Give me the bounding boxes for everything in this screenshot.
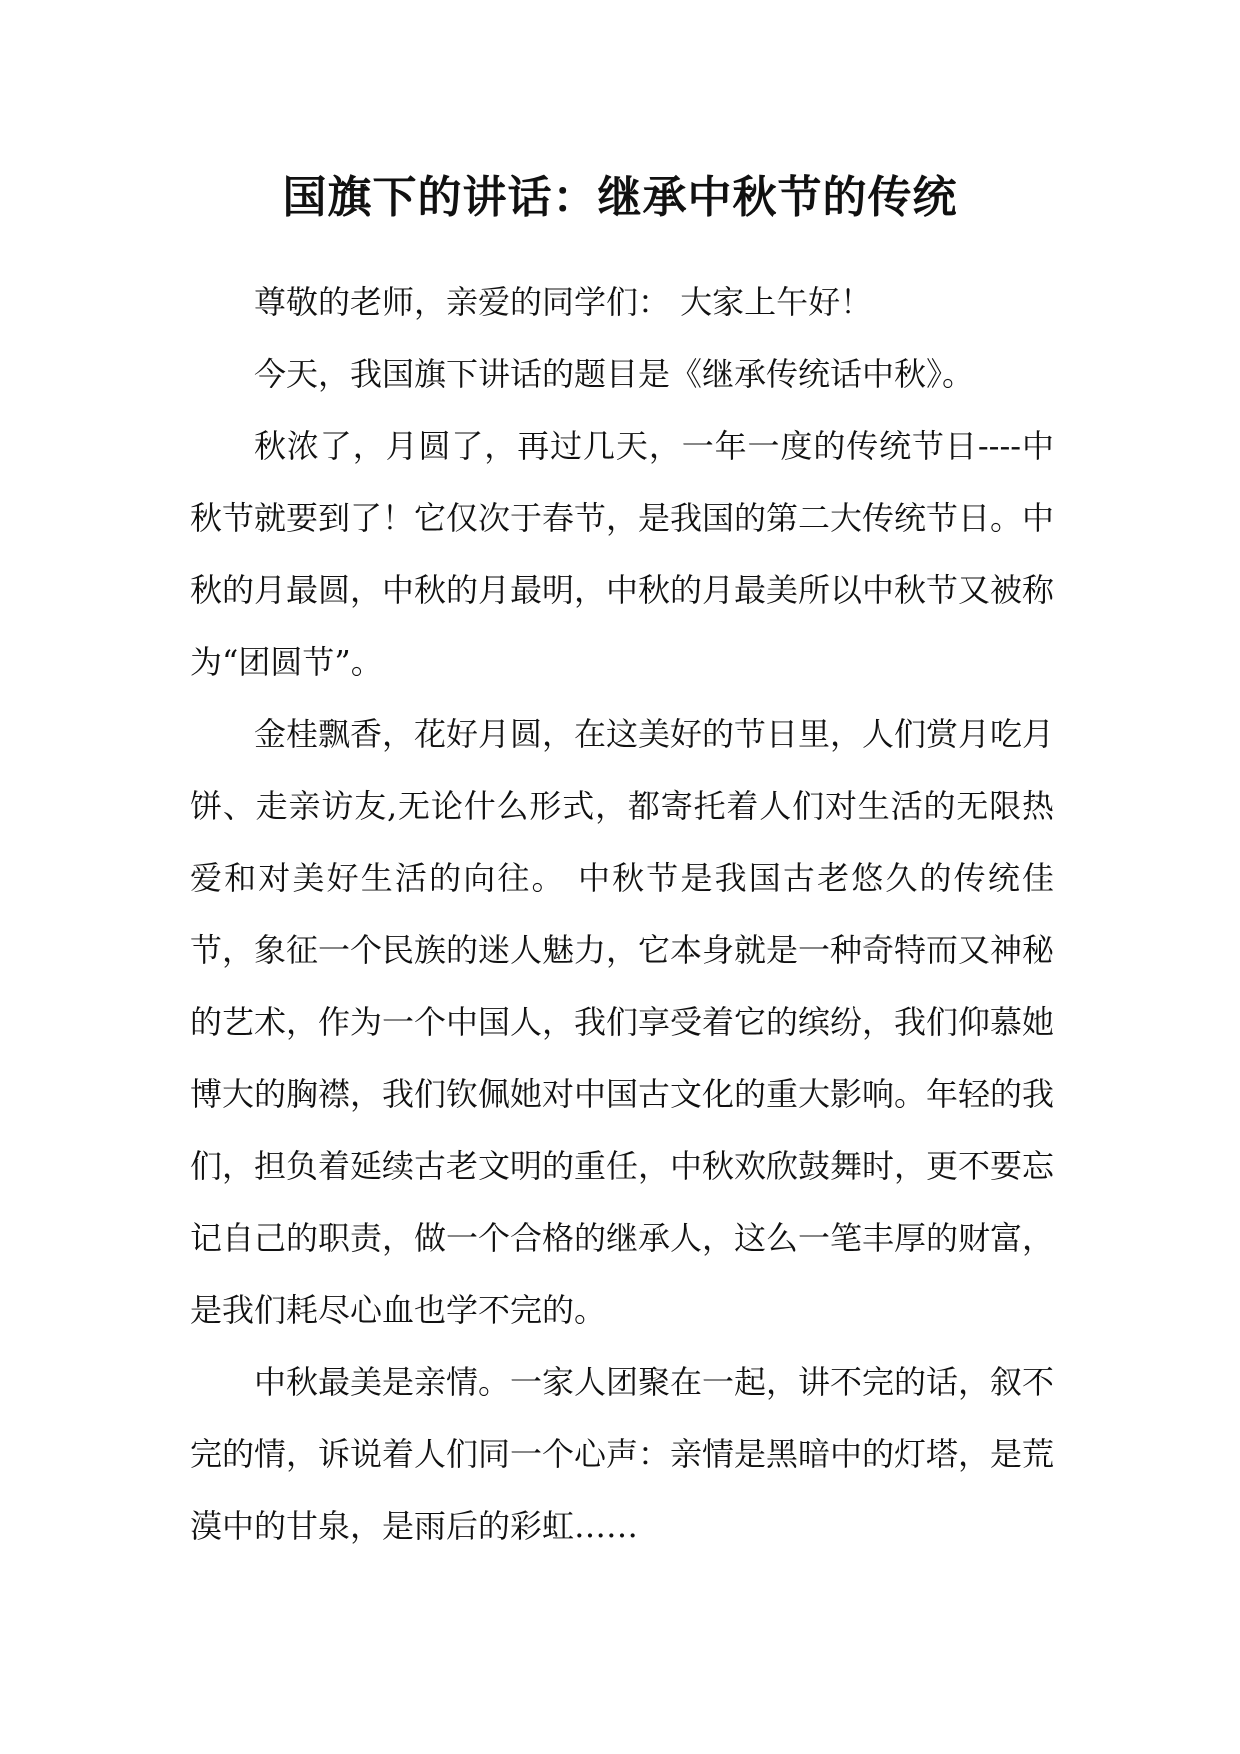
paragraph-tradition: 金桂飘香，花好月圆，在这美好的节日里，人们赏月吃月饼、走亲访友,无论什么形式，都寄托着人们对生活的无限热爱和对美好生活的向往。 中秋节是我国古老悠久的传统佳节，象征一个民族的迷人魅力，它本身就是一种奇特而又神秘的艺术，作为一个中国人，我们享受着它的缤纷，我们仰慕她博大的胸襟，我们钦佩她对中国古文化的重大影响。年轻的我们，担负着延续古老文明的重任，中秋欢欣鼓舞时，更不要忘记自己的职责，做一个合格的继承人，这么一笔丰厚的财富，是我们耗尽心血也学不完的。 [190, 715, 1055, 1329]
paragraph-topic: 今天，我国旗下讲话的题目是《继承传统话中秋》。 [254, 355, 975, 393]
page-title: 国旗下的讲话：继承中秋节的传统 [282, 172, 958, 223]
paragraph-greeting: 尊敬的老师，亲爱的同学们： 大家上午好！ [254, 283, 873, 321]
document-body [190, 266, 1054, 1562]
paragraph-autumn: 秋浓了，月圆了，再过几天，一年一度的传统节日----中秋节就要到了！它仅次于春节，是我国的第二大传统节日。中秋的月最圆，中秋的月最明，中秋的月最美所以中秋节又被称为“团圆节”。 [190, 427, 1055, 681]
paragraph-family: 中秋最美是亲情。一家人团聚在一起，讲不完的话，叙不完的情，诉说着人们同一个心声：亲情是黑暗中的灯塔，是荒漠中的甘泉，是雨后的彩虹…… [190, 1363, 1055, 1545]
